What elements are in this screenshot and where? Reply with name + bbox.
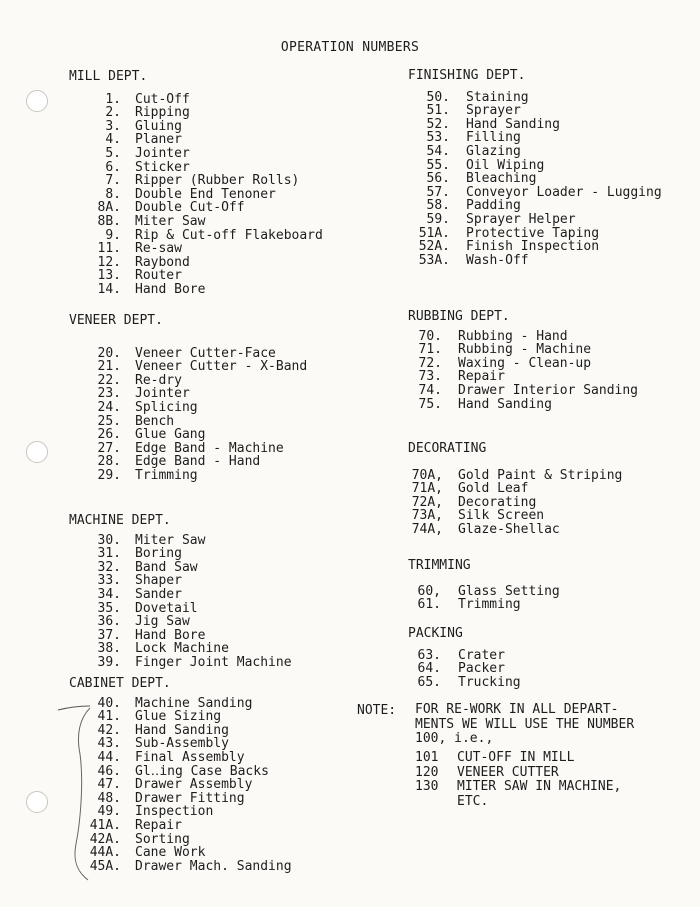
list-item (69, 360, 307, 374)
list-item (69, 401, 307, 415)
operation-number: 32. (97, 559, 121, 575)
operation-number: 53A. (418, 252, 450, 268)
operation-label: Splicing (135, 399, 198, 415)
list-item (69, 347, 307, 361)
operation-number: 42A. (89, 831, 121, 847)
list-item (408, 496, 622, 510)
operation-number: 65. (417, 674, 441, 690)
operation-label: Router (135, 268, 182, 284)
operation-label: Glaze-Shellac (458, 521, 560, 537)
operation-number: 5. (105, 145, 121, 161)
list-item (69, 547, 292, 561)
operation-number: 43. (97, 736, 121, 752)
section-heading: PACKING (408, 626, 463, 641)
operation-number: 44A. (89, 845, 121, 861)
list-item (69, 588, 292, 602)
operation-label: Protective Taping (466, 225, 600, 241)
operation-label: Edge Band - Machine (135, 440, 284, 456)
rework-label: VENEER CUTTER (457, 764, 559, 780)
operation-label: Glue Sizing (135, 709, 222, 725)
operation-label: Filling (466, 130, 521, 146)
operation-number: 6. (105, 159, 121, 175)
operation-label: Hand Sanding (458, 396, 552, 412)
operation-number: 60, (417, 583, 441, 599)
operation-label: Lock Machine (135, 641, 229, 657)
list-item (408, 131, 662, 145)
operation-label: Gl‥ing Case Backs (135, 763, 269, 779)
operation-label: Crater (458, 647, 505, 663)
operation-number: 72. (418, 355, 442, 371)
list-item (69, 629, 292, 643)
finishing-list (408, 91, 662, 268)
operation-number: 74A, (411, 521, 443, 537)
operation-label: Double End Tenoner (135, 186, 276, 202)
list-item (69, 387, 307, 401)
list-item (69, 147, 323, 161)
operation-label: Glue Gang (135, 427, 206, 443)
list-item (69, 161, 323, 175)
operation-label: Drawer Interior Sanding (458, 382, 639, 398)
operation-label: Hand Sanding (466, 116, 560, 132)
rubbing-section (408, 310, 638, 411)
trimming-list (408, 585, 560, 612)
operation-label: Machine Sanding (135, 695, 253, 711)
operation-label: Hand Sanding (135, 722, 229, 738)
operation-label: Trimming (135, 467, 198, 483)
list-item (69, 269, 323, 283)
operation-label: Edge Band - Hand (135, 454, 261, 470)
operation-number: 4. (105, 132, 121, 148)
operation-number: 8. (105, 186, 121, 202)
operation-label: Boring (135, 546, 182, 562)
list-item (69, 534, 292, 548)
list-item (69, 819, 292, 833)
operation-number: 22. (97, 372, 121, 388)
operation-label: Padding (466, 198, 521, 214)
operation-number: 3. (105, 118, 121, 134)
list-item (69, 256, 323, 270)
operation-number: 73A, (411, 508, 443, 524)
operation-label: Inspection (135, 804, 214, 820)
operation-number: 58. (426, 198, 450, 214)
list-item (408, 649, 521, 663)
section-heading: VENEER DEPT. (69, 313, 163, 328)
trimming-section (408, 559, 560, 612)
list-item (408, 398, 638, 412)
operation-label: Re-saw (135, 241, 182, 257)
operation-label: Oil Wiping (466, 157, 545, 173)
list-item (69, 778, 292, 792)
operation-label: Gold Paint & Striping (458, 467, 623, 483)
operation-number: 7. (105, 173, 121, 189)
operation-number: 70. (418, 328, 442, 344)
operation-label: Planer (135, 132, 182, 148)
section-heading: RUBBING DEPT. (408, 309, 510, 324)
operation-number: 61. (417, 597, 441, 613)
mill-list (69, 93, 323, 297)
operation-number: 47. (97, 777, 121, 793)
list-item (408, 598, 560, 612)
operation-number: 53. (426, 130, 450, 146)
operation-label: Gold Leaf (458, 481, 529, 497)
list-item (69, 656, 292, 670)
operation-label: Band Saw (135, 559, 198, 575)
operation-number: 25. (97, 413, 121, 429)
operation-number: 21. (97, 359, 121, 375)
operation-label: Sander (135, 586, 182, 602)
list-item (69, 765, 292, 779)
operation-label: Silk Screen (458, 508, 545, 524)
section-heading: TRIMMING (408, 558, 471, 573)
list-item (408, 91, 662, 105)
note-example-row (415, 780, 621, 795)
operation-label: Gluing (135, 118, 182, 134)
page-title: OPERATION NUMBERS (280, 40, 420, 55)
list-item (69, 615, 292, 629)
note-line: 100, i.e., (415, 731, 494, 746)
operation-number: 51A. (418, 225, 450, 241)
list-item (69, 751, 292, 765)
operation-label: Sub-Assembly (135, 736, 229, 752)
operation-number: 14. (97, 281, 121, 297)
operation-number: 41. (97, 709, 121, 725)
operation-label: Glass Setting (458, 583, 560, 599)
operation-label: Hand Bore (135, 281, 206, 297)
list-item (69, 642, 292, 656)
veneer-section (69, 314, 307, 483)
operation-number: 23. (97, 386, 121, 402)
list-item (408, 469, 622, 483)
list-item (69, 574, 292, 588)
operation-label: Wash-Off (466, 252, 529, 268)
operation-number: 2. (105, 105, 121, 121)
list-item (69, 93, 323, 107)
operation-label: Glazing (466, 143, 521, 159)
operation-label: Drawer Mach. Sanding (135, 858, 292, 874)
list-item (408, 676, 521, 690)
operation-number: 13. (97, 268, 121, 284)
operation-label: Dovetail (135, 600, 198, 616)
section-heading: FINISHING DEPT. (408, 68, 526, 83)
rework-number: 130 (415, 779, 439, 794)
operation-label: Rubbing - Hand (458, 328, 568, 344)
operation-number: 48. (97, 790, 121, 806)
operation-number: 59. (426, 211, 450, 227)
operation-number: 54. (426, 143, 450, 159)
operation-number: 50. (426, 89, 450, 105)
operation-number: 38. (97, 641, 121, 657)
list-item (408, 145, 662, 159)
operation-number: 11. (97, 241, 121, 257)
operation-label: Finger Joint Machine (135, 654, 292, 670)
list-item (69, 724, 292, 738)
note-text (415, 703, 634, 747)
operation-number: 37. (97, 627, 121, 643)
note-line: FOR RE-WORK IN ALL DEPART- (415, 702, 619, 717)
punch-hole (26, 90, 48, 112)
operation-number: 52A. (418, 239, 450, 255)
operation-number: 46. (97, 763, 121, 779)
list-item (69, 710, 292, 724)
list-item (408, 254, 662, 268)
rework-label: ETC. (457, 793, 489, 809)
operation-label: Rip & Cut-off Flakeboard (135, 227, 323, 243)
list-item (408, 240, 662, 254)
operation-number: 42. (97, 722, 121, 738)
list-item (69, 106, 323, 120)
decorating-section (408, 442, 622, 537)
operation-label: Staining (466, 89, 529, 105)
operation-label: Veneer Cutter - X-Band (135, 359, 308, 375)
operation-number: 1. (105, 91, 121, 107)
operation-number: 30. (97, 532, 121, 548)
list-item (69, 188, 323, 202)
operation-number: 75. (418, 396, 442, 412)
list-item (408, 104, 662, 118)
operation-number: 55. (426, 157, 450, 173)
operation-label: Trimming (458, 597, 521, 613)
operation-number: 64. (417, 661, 441, 677)
veneer-list (69, 347, 307, 483)
operation-label: Jig Saw (135, 614, 190, 630)
machine-section (69, 514, 292, 670)
operation-number: 57. (426, 184, 450, 200)
list-item (69, 215, 323, 229)
operation-label: Cut-Off (135, 91, 190, 107)
packing-section (408, 627, 521, 689)
operation-number: 26. (97, 427, 121, 443)
punch-hole (26, 791, 48, 813)
section-heading: MACHINE DEPT. (69, 513, 171, 528)
operation-number: 8A. (97, 200, 121, 216)
operation-number: 28. (97, 454, 121, 470)
list-item (69, 283, 323, 297)
operation-label: Bench (135, 413, 175, 429)
operation-label: Decorating (458, 494, 537, 510)
operation-number: 70A, (411, 467, 443, 483)
note-example-row (415, 751, 621, 766)
list-item (69, 602, 292, 616)
operation-number: 40. (97, 695, 121, 711)
operation-label: Bleaching (466, 171, 537, 187)
operation-number: 63. (417, 647, 441, 663)
list-item (69, 133, 323, 147)
list-item (69, 792, 292, 806)
rework-label: CUT-OFF IN MILL (457, 750, 575, 765)
list-item (408, 172, 662, 186)
packing-list (408, 649, 521, 690)
machine-list (69, 534, 292, 670)
decorating-list (408, 469, 622, 537)
operation-number: 8B. (97, 213, 121, 229)
handwritten-bracket (50, 694, 98, 884)
operation-label: Final Assembly (135, 749, 245, 765)
rework-label: MITER SAW IN MACHINE, (457, 779, 622, 794)
operation-number: 71. (418, 342, 442, 358)
operation-number: 71A, (411, 481, 443, 497)
operation-label: Conveyor Loader - Lugging (466, 184, 662, 200)
operation-label: Raybond (135, 254, 190, 270)
list-item (69, 846, 292, 860)
operation-label: Sprayer Helper (466, 211, 576, 227)
operation-number: 20. (97, 345, 121, 361)
list-item (69, 415, 307, 429)
rework-number (415, 795, 443, 810)
list-item (69, 469, 307, 483)
operation-label: Sticker (135, 159, 190, 175)
list-item (408, 523, 622, 537)
list-item (408, 384, 638, 398)
operation-label: Packer (458, 661, 505, 677)
list-item (408, 662, 521, 676)
operation-label: Double Cut-Off (135, 200, 245, 216)
operation-label: Cane Work (135, 845, 206, 861)
operation-label: Waxing - Clean-up (458, 355, 592, 371)
operation-number: 12. (97, 254, 121, 270)
section-heading: CABINET DEPT. (69, 676, 171, 691)
operation-number: 39. (97, 654, 121, 670)
list-item (69, 697, 292, 711)
operation-number: 24. (97, 399, 121, 415)
operation-label: Repair (135, 817, 182, 833)
list-item (408, 482, 622, 496)
operation-label: Miter Saw (135, 213, 206, 229)
operation-label: Hand Bore (135, 627, 206, 643)
operation-label: Ripping (135, 105, 190, 121)
note-examples (415, 751, 621, 809)
list-item (69, 860, 292, 874)
operation-label: Finish Inspection (466, 239, 600, 255)
punch-hole (26, 441, 48, 463)
operation-label: Jointer (135, 386, 190, 402)
operation-number: 56. (426, 171, 450, 187)
cabinet-list (69, 697, 292, 874)
list-item (408, 509, 622, 523)
operation-number: 51. (426, 103, 450, 119)
operation-number: 33. (97, 573, 121, 589)
list-item (69, 442, 307, 456)
operation-number: 35. (97, 600, 121, 616)
operation-number: 29. (97, 467, 121, 483)
list-item (408, 585, 560, 599)
list-item (408, 330, 638, 344)
operation-label: Veneer Cutter-Face (135, 345, 276, 361)
list-item (69, 561, 292, 575)
list-item (408, 159, 662, 173)
list-item (69, 428, 307, 442)
operation-label: Ripper (Rubber Rolls) (135, 173, 300, 189)
cabinet-section (69, 677, 292, 873)
operation-label: Trucking (458, 674, 521, 690)
section-heading: DECORATING (408, 441, 487, 456)
operation-number: 73. (418, 369, 442, 385)
list-item (69, 455, 307, 469)
list-item (408, 357, 638, 371)
operation-number: 9. (105, 227, 121, 243)
operation-number: 72A, (411, 494, 443, 510)
operation-label: Repair (458, 369, 505, 385)
operation-number: 31. (97, 546, 121, 562)
note-example-row (415, 795, 621, 810)
list-item (69, 201, 323, 215)
operation-number: 52. (426, 116, 450, 132)
list-item (69, 120, 323, 134)
rubbing-list (408, 330, 638, 412)
operation-number: 49. (97, 804, 121, 820)
note-example-row (415, 766, 621, 781)
note-label: NOTE: (357, 703, 397, 718)
list-item (69, 242, 323, 256)
list-item (408, 213, 662, 227)
list-item (69, 737, 292, 751)
list-item (408, 118, 662, 132)
operation-label: Drawer Assembly (135, 777, 253, 793)
operation-number: 34. (97, 586, 121, 602)
finishing-section (408, 69, 662, 267)
operation-number: 74. (418, 382, 442, 398)
list-item (408, 186, 662, 200)
list-item (69, 174, 323, 188)
list-item (408, 343, 638, 357)
operation-label: Re-dry (135, 372, 182, 388)
rework-number: 120 (415, 764, 439, 780)
list-item (408, 227, 662, 241)
list-item (69, 374, 307, 388)
operation-label: Jointer (135, 145, 190, 161)
operation-number: 36. (97, 614, 121, 630)
operation-label: Miter Saw (135, 532, 206, 548)
operation-number: 27. (97, 440, 121, 456)
list-item (69, 805, 292, 819)
operation-label: Drawer Fitting (135, 790, 245, 806)
list-item (408, 199, 662, 213)
list-item (69, 833, 292, 847)
operation-label: Shaper (135, 573, 182, 589)
operation-label: Sorting (135, 831, 190, 847)
operation-number: 44. (97, 749, 121, 765)
rework-number: 101 (415, 750, 439, 765)
operation-number: 45A. (89, 858, 121, 874)
list-item (69, 229, 323, 243)
operation-label: Sprayer (466, 103, 521, 119)
operation-number: 41A. (89, 817, 121, 833)
note-line: MENTS WE WILL USE THE NUMBER (415, 716, 635, 732)
operation-label: Rubbing - Machine (458, 342, 592, 358)
section-heading: MILL DEPT. (69, 69, 148, 84)
list-item (408, 370, 638, 384)
mill-section (69, 70, 323, 297)
